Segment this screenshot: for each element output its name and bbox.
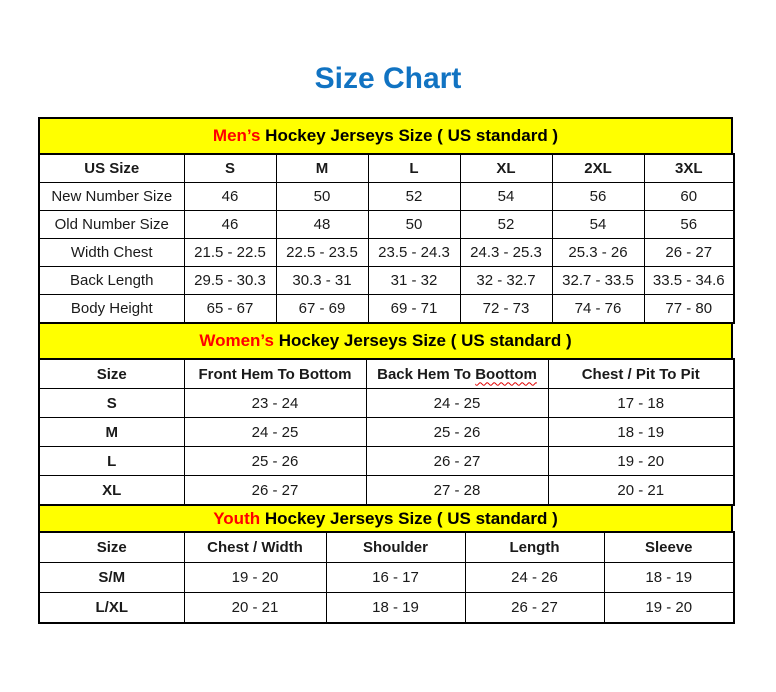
cell-value: 24 - 25 <box>366 389 548 418</box>
table-row <box>39 593 734 624</box>
table-row <box>39 447 734 476</box>
row-label: XL <box>39 476 184 506</box>
cell-value: 77 - 80 <box>644 295 734 324</box>
table-row <box>39 418 734 447</box>
men-section <box>38 117 733 324</box>
table-row <box>39 563 734 593</box>
cell-value: 23 - 24 <box>184 389 366 418</box>
banner-highlight-label: Women’s <box>199 331 274 350</box>
column-header-front-hem-to-bottom: Front Hem To Bottom <box>184 359 366 389</box>
cell-value: 26 - 27 <box>465 593 604 624</box>
table-row <box>39 295 734 324</box>
cell-value: 18 - 19 <box>548 418 734 447</box>
row-label: S/M <box>39 563 184 593</box>
misspelled-word: Boottom <box>475 365 537 383</box>
men-size-table <box>38 153 735 324</box>
cell-value: 72 - 73 <box>460 295 552 324</box>
column-header-back-hem-to-boottom <box>366 359 548 389</box>
row-label: Width Chest <box>39 239 184 267</box>
cell-value: 52 <box>460 211 552 239</box>
cell-value: 27 - 28 <box>366 476 548 506</box>
cell-value: 50 <box>276 183 368 211</box>
cell-value: 52 <box>368 183 460 211</box>
cell-value: 18 - 19 <box>326 593 465 624</box>
column-header-s: S <box>184 154 276 183</box>
men-section-banner <box>38 117 733 155</box>
cell-value: 21.5 - 22.5 <box>184 239 276 267</box>
table-row <box>39 389 734 418</box>
row-label: S <box>39 389 184 418</box>
cell-value: 30.3 - 31 <box>276 267 368 295</box>
row-label: L/XL <box>39 593 184 624</box>
cell-value: 54 <box>552 211 644 239</box>
column-header-chest-width: Chest / Width <box>184 532 326 563</box>
column-header-shoulder: Shoulder <box>326 532 465 563</box>
cell-value: 56 <box>644 211 734 239</box>
column-header-size: Size <box>39 532 184 563</box>
cell-value: 50 <box>368 211 460 239</box>
cell-value: 48 <box>276 211 368 239</box>
row-label: L <box>39 447 184 476</box>
row-label: Back Length <box>39 267 184 295</box>
youth-section-banner <box>38 504 733 533</box>
column-header-3xl: 3XL <box>644 154 734 183</box>
cell-value: 24 - 26 <box>465 563 604 593</box>
column-header-chest-pit-to-pit: Chest / Pit To Pit <box>548 359 734 389</box>
cell-value: 74 - 76 <box>552 295 644 324</box>
column-header-length: Length <box>465 532 604 563</box>
page-title: Size Chart <box>314 62 462 95</box>
cell-value: 22.5 - 23.5 <box>276 239 368 267</box>
banner-highlight-label: Men’s <box>212 126 261 145</box>
cell-value: 23.5 - 24.3 <box>368 239 460 267</box>
cell-value: 56 <box>552 183 644 211</box>
women-column-header-row <box>39 359 734 389</box>
size-chart <box>38 117 733 624</box>
cell-value: 32 - 32.7 <box>460 267 552 295</box>
cell-value: 18 - 19 <box>604 563 734 593</box>
column-header-text: Back Hem To <box>377 365 476 383</box>
table-row <box>39 476 734 506</box>
column-header-xl: XL <box>460 154 552 183</box>
column-header-m: M <box>276 154 368 183</box>
table-row <box>39 211 734 239</box>
banner-rest-label: Hockey Jerseys Size ( US standard ) <box>260 508 558 528</box>
cell-value: 69 - 71 <box>368 295 460 324</box>
cell-value: 17 - 18 <box>548 389 734 418</box>
column-header-sleeve: Sleeve <box>604 532 734 563</box>
table-row <box>39 239 734 267</box>
cell-value: 60 <box>644 183 734 211</box>
youth-size-table <box>38 531 735 624</box>
cell-value: 65 - 67 <box>184 295 276 324</box>
cell-value: 24.3 - 25.3 <box>460 239 552 267</box>
cell-value: 20 - 21 <box>184 593 326 624</box>
row-label: New Number Size <box>39 183 184 211</box>
cell-value: 32.7 - 33.5 <box>552 267 644 295</box>
cell-value: 33.5 - 34.6 <box>644 267 734 295</box>
cell-value: 19 - 20 <box>604 593 734 624</box>
cell-value: 46 <box>184 183 276 211</box>
cell-value: 20 - 21 <box>548 476 734 506</box>
row-label: Body Height <box>39 295 184 324</box>
cell-value: 46 <box>184 211 276 239</box>
column-header-size: Size <box>39 359 184 389</box>
banner-rest-label: Hockey Jerseys Size ( US standard ) <box>273 331 572 350</box>
row-label: M <box>39 418 184 447</box>
column-header-l: L <box>368 154 460 183</box>
banner-highlight-label: Youth <box>213 508 261 528</box>
cell-value: 26 - 27 <box>366 447 548 476</box>
cell-value: 25.3 - 26 <box>552 239 644 267</box>
cell-value: 26 - 27 <box>184 476 366 506</box>
row-label: Old Number Size <box>39 211 184 239</box>
cell-value: 31 - 32 <box>368 267 460 295</box>
cell-value: 67 - 69 <box>276 295 368 324</box>
banner-rest-label: Hockey Jerseys Size ( US standard ) <box>260 126 559 145</box>
cell-value: 19 - 20 <box>548 447 734 476</box>
women-section <box>38 322 733 506</box>
column-header-us-size: US Size <box>39 154 184 183</box>
cell-value: 25 - 26 <box>366 418 548 447</box>
cell-value: 19 - 20 <box>184 563 326 593</box>
youth-column-header-row <box>39 532 734 563</box>
youth-section <box>38 504 733 624</box>
cell-value: 29.5 - 30.3 <box>184 267 276 295</box>
men-column-header-row <box>39 154 734 183</box>
table-row <box>39 267 734 295</box>
cell-value: 16 - 17 <box>326 563 465 593</box>
table-row <box>39 183 734 211</box>
cell-value: 25 - 26 <box>184 447 366 476</box>
women-section-banner <box>38 322 733 360</box>
column-header-2xl: 2XL <box>552 154 644 183</box>
cell-value: 54 <box>460 183 552 211</box>
cell-value: 26 - 27 <box>644 239 734 267</box>
cell-value: 24 - 25 <box>184 418 366 447</box>
women-size-table <box>38 358 735 506</box>
